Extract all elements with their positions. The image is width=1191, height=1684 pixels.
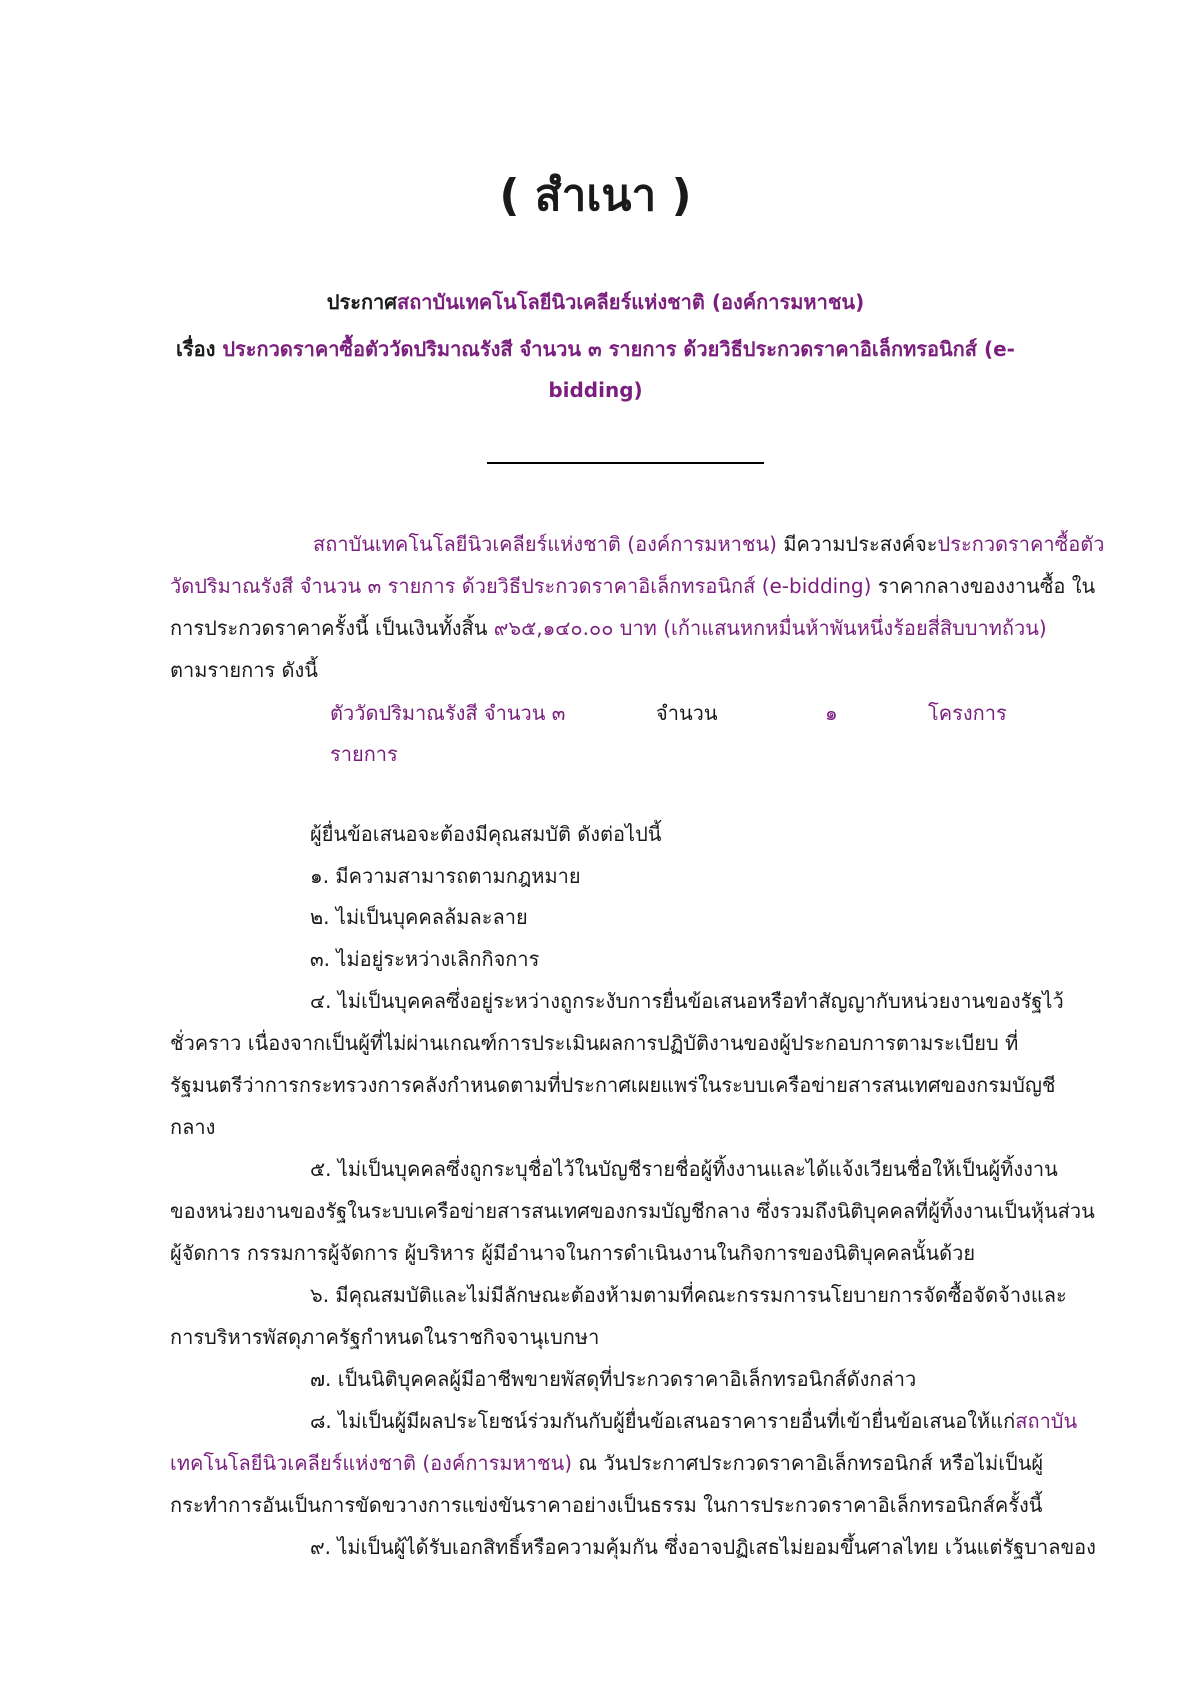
qualification-3: ๓. ไม่อยู่ระหว่างเลิกกิจการ: [310, 947, 540, 971]
intro-total-label: การประกวดราคาครั้งนี้ เป็นเงินทั้งสิ้น: [170, 616, 494, 640]
intro-intent: มีความประสงค์จะ: [776, 532, 938, 556]
qualification-4-line-3: รัฐมนตรีว่าการกระทรวงการคลังกำหนดตามที่ประกาศเผยแพร่ในระบบเครือข่ายสารสนเทศของกรมบัญชี: [170, 1073, 1056, 1097]
qualification-8-text: ๘. ไม่เป็นผู้มีผลประโยชน์ร่วมกันกับผู้ยื่นข้อเสนอราคารายอื่นที่เข้ายื่นข้อเสนอให้แก่: [310, 1409, 1016, 1433]
header-org-name: สถาบันเทคโนโลยีนิวเคลียร์แห่งชาติ (องค์การมหาชน): [396, 290, 865, 314]
item-name: ตัววัดปริมาณรังสี จำนวน ๓: [330, 701, 566, 725]
intro-line-3: [170, 612, 1047, 644]
announcement-header: [0, 286, 1191, 318]
qualification-4-line-1: ๔. ไม่เป็นบุคคลซึ่งอยู่ระหว่างถูกระงับการยื่นข้อเสนอหรือทำสัญญากับหน่วยงานของรัฐไว้: [310, 989, 1064, 1013]
qualification-1: ๑. มีความสามารถตามกฎหมาย: [310, 864, 581, 888]
subject-text: ประกวดราคาซื้อตัววัดปริมาณรังสี จำนวน ๓ รายการ ด้วยวิธีประกวดราคาอิเล็กทรอนิกส์ (e-: [222, 337, 1015, 361]
qualification-8-line-3: กระทำการอันเป็นการขัดขวางการแข่งขันราคาอย่างเป็นธรรม ในการประกวดราคาอิเล็กทรอนิกส์ครั้งนี้: [170, 1493, 1043, 1517]
qualification-6-line-1: ๖. มีคุณสมบัติและไม่มีลักษณะต้องห้ามตามที่คณะกรรมการนโยบายการจัดซื้อจัดจ้างและ: [310, 1283, 1067, 1307]
intro-line-1: [313, 528, 1104, 560]
qualification-8-org-continued: เทคโนโลยีนิวเคลียร์แห่งชาติ (องค์การมหาชน): [170, 1451, 573, 1475]
qualification-9-line-1: ๙. ไม่เป็นผู้ได้รับเอกสิทธิ์หรือความคุ้มกัน ซึ่งอาจปฏิเสธไม่ยอมขึ้นศาลไทย เว้นแต่รัฐบาลของ: [310, 1535, 1096, 1559]
intro-price-text: ราคากลางของงานซื้อ ใน: [871, 574, 1096, 598]
item-unit: โครงการ: [928, 701, 1007, 725]
qualifications-intro: ผู้ยื่นข้อเสนอจะต้องมีคุณสมบัติ ดังต่อไปนี้: [310, 822, 662, 846]
intro-org-name: สถาบันเทคโนโลยีนิวเคลียร์แห่งชาติ (องค์การมหาชน): [313, 532, 777, 556]
copy-label: ( สำเนา ): [499, 170, 692, 221]
announcement-subject: [0, 333, 1191, 365]
item-qty-value: ๑: [825, 701, 838, 725]
intro-line-4: ตามรายการ ดังนี้: [170, 658, 318, 682]
qualification-4-line-2: ชั่วคราว เนื่องจากเป็นผู้ที่ไม่ผ่านเกณฑ์การประเมินผลการปฏิบัติงานของผู้ประกอบการตามระเบียบ ที่: [170, 1031, 1019, 1055]
qualification-8-line-2: [170, 1447, 1043, 1479]
qualification-2: ๒. ไม่เป็นบุคคลล้มละลาย: [310, 905, 528, 929]
item-name-continued: รายการ: [330, 742, 398, 766]
subject-text-continued: bidding): [548, 378, 643, 402]
qualification-7: ๗. เป็นนิติบุคคลผู้มีอาชีพขายพัสดุที่ประกวดราคาอิเล็กทรอนิกส์ดังกล่าว: [310, 1367, 917, 1391]
subject-prefix: เรื่อง: [176, 337, 223, 361]
intro-subject-continued: วัดปริมาณรังสี จำนวน ๓ รายการ ด้วยวิธีประกวดราคาอิเล็กทรอนิกส์ (e-bidding): [170, 574, 872, 598]
qualification-5-line-3: ผู้จัดการ กรรมการผู้จัดการ ผู้บริหาร ผู้มีอำนาจในการดำเนินงานในกิจการของนิติบุคคลนั้นด้วย: [170, 1241, 976, 1265]
item-qty-label: จำนวน: [656, 701, 718, 725]
qualification-8-org: สถาบัน: [1015, 1409, 1078, 1433]
header-prefix: ประกาศ: [326, 290, 397, 314]
qualification-8-text-continued: ณ วันประกาศประกวดราคาอิเล็กทรอนิกส์ หรือไม่เป็นผู้: [572, 1451, 1044, 1475]
qualification-5-line-1: ๕. ไม่เป็นบุคคลซึ่งถูกระบุชื่อไว้ในบัญชีรายชื่อผู้ทิ้งงานและได้แจ้งเวียนชื่อให้เป็นผู้ทิ้งงาน: [310, 1157, 1058, 1181]
qualification-4-line-4: กลาง: [170, 1115, 216, 1139]
intro-subject: ประกวดราคาซื้อตัว: [937, 532, 1105, 556]
qualification-8-line-1: [310, 1405, 1077, 1437]
header-divider: [487, 462, 764, 464]
intro-total-amount: ๙๖๕,๑๔๐.๐๐ บาท (เก้าแสนหกหมื่นห้าพันหนึ่งร้อยสี่สิบบาทถ้วน): [493, 616, 1047, 640]
qualification-6-line-2: การบริหารพัสดุภาครัฐกำหนดในราชกิจจานุเบกษา: [170, 1325, 600, 1349]
qualification-5-line-2: ของหน่วยงานของรัฐในระบบเครือข่ายสารสนเทศของกรมบัญชีกลาง ซึ่งรวมถึงนิติบุคคลที่ผู้ทิ้งงานเป็นหุ้นส่วน: [170, 1199, 1095, 1223]
intro-line-2: [170, 570, 1095, 602]
